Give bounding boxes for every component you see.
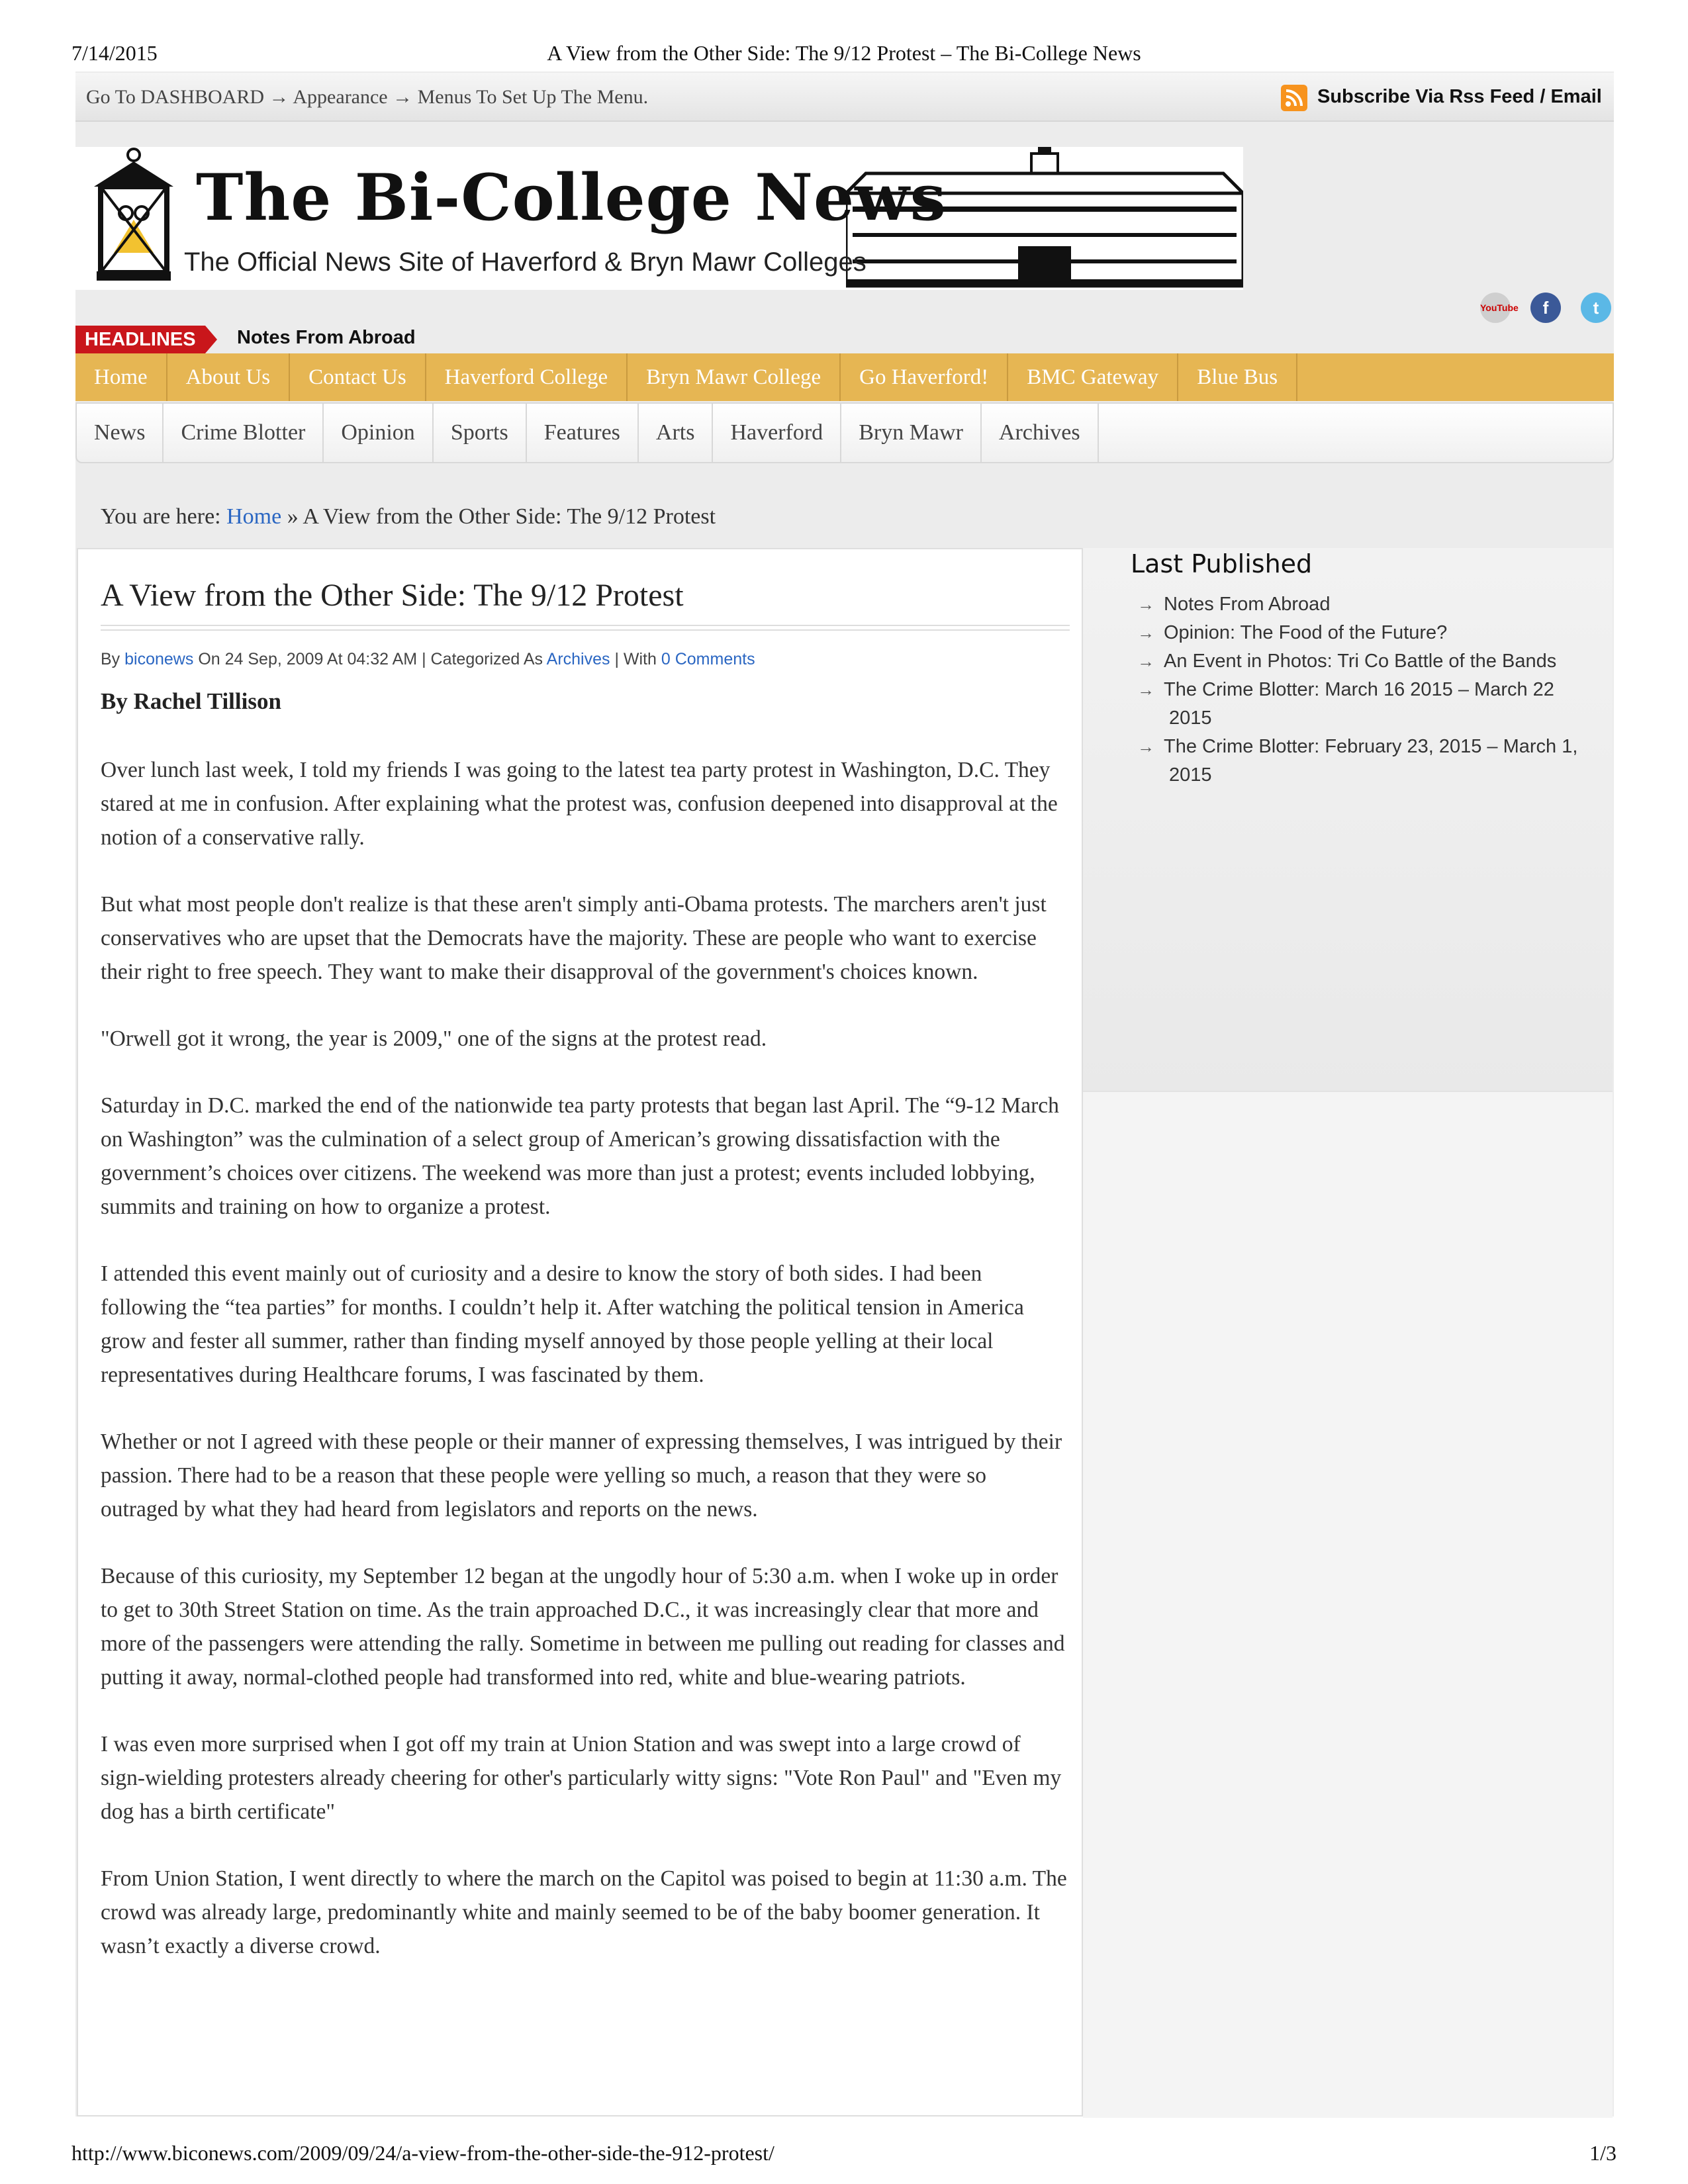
article-paragraph: Whether or not I agreed with these people or their manner of expressing themselves, I was intrigued by their passion. There had to be a reason that these people were yelling so much, a reason that they were so outraged by what they had heard from legislators and reports on the news. xyxy=(101,1430,1062,1522)
title-divider xyxy=(101,625,1070,631)
category-link[interactable]: Archives xyxy=(546,650,610,668)
list-item[interactable] xyxy=(1137,590,1587,619)
article-paragraph: "Orwell got it wrong, the year is 2009," one of the signs at the protest read. xyxy=(101,1026,767,1051)
breadcrumb-home-link[interactable]: Home xyxy=(226,504,282,529)
arrow-icon: → xyxy=(1137,737,1154,756)
twitter-icon-label: t xyxy=(1593,298,1599,318)
arrow-icon: → xyxy=(1137,623,1154,643)
print-page-number: 1/3 xyxy=(1589,2141,1617,2165)
list-item[interactable] xyxy=(1137,733,1587,790)
sidebar-link[interactable]: The Crime Blotter: March 16 2015 – March 22 2015 xyxy=(1164,679,1554,729)
print-url: http://www.biconews.com/2009/09/24/a-view-from-the-other-side-the-912-protest/ xyxy=(71,2141,774,2165)
article-title: A View from the Other Side: The 9/12 Protest xyxy=(101,578,684,613)
article-paragraph: Saturday in D.C. marked the end of the nationwide tea party protests that began last April. The “9-12 March on Washington” was the culmination of a select group of American’s growing dissatisfaction with the government’s choices over citizens. The weekend was more than just a protest; events included lobbying, summits and training on how to organize a protest. xyxy=(101,1093,1059,1219)
cat-arts[interactable]: Arts xyxy=(639,404,714,462)
article-paragraph: I attended this event mainly out of curiosity and a desire to know the story of both sides. I had been following the “tea parties” for months. I couldn’t help it. After watching the political tension in America grow and fester all summer, rather than finding myself annoyed by those people yelling at their local representatives during Healthcare forums, I was fascinated by them. xyxy=(101,1261,1024,1387)
arrow-icon: → xyxy=(1137,594,1154,614)
youtube-icon[interactable] xyxy=(1480,293,1519,323)
article-paragraph: Because of this curiosity, my September 12 began at the ungodly hour of 5:30 a.m. when I woke up in order to get to 30th Street Station on time. As the train approached D.C., it was increasingly clear that more and more of the passengers were attending the rally. Sometime in between me pulling out reading for classes and putting it away, normal-clothed people had transformed into red, white and blue-wearing patriots. xyxy=(101,1564,1065,1690)
menu-setup-hint[interactable]: Go To DASHBOARD → Appearance → Menus To Set Up The Menu. xyxy=(86,86,649,108)
arrow-icon: → xyxy=(1137,680,1154,700)
headlines-badge: HEADLINES xyxy=(75,326,205,353)
list-item[interactable] xyxy=(1137,676,1587,733)
last-published-list xyxy=(1137,590,1587,790)
meta-by: By xyxy=(101,650,120,668)
cat-opinion[interactable]: Opinion xyxy=(324,404,433,462)
site-logo-subtitle: The Official News Site of Haverford & Bryn Mawr Colleges xyxy=(184,248,867,277)
nav-haverford-college[interactable]: Haverford College xyxy=(426,353,628,401)
nav-blue-bus[interactable]: Blue Bus xyxy=(1178,353,1297,401)
article-paragraph: From Union Station, I went directly to where the march on the Capitol was poised to begin at 11:30 a.m. The crowd was already large, predominantly white and mainly seemed to be of the baby boomer generation. It wasn’t exactly a diverse crowd. xyxy=(101,1866,1067,1958)
cat-sports[interactable]: Sports xyxy=(434,404,527,462)
article-paragraph: Over lunch last week, I told my friends I was going to the latest tea party protest in Washington, D.C. They stared at me in confusion. After explaining what the protest was, confusion deepened into disapproval at the notion of a conservative rally. xyxy=(101,758,1058,850)
arrow-icon: → xyxy=(1137,651,1154,671)
cat-news[interactable]: News xyxy=(77,404,164,462)
sidebar-title: Last Published xyxy=(1131,549,1313,578)
nav-go-haverford[interactable]: Go Haverford! xyxy=(841,353,1008,401)
comments-link[interactable]: 0 Comments xyxy=(661,650,755,668)
sidebar-link[interactable]: Opinion: The Food of the Future? xyxy=(1164,622,1448,643)
meta-with: | With xyxy=(614,650,657,668)
breadcrumb-prefix: You are here: xyxy=(101,504,221,529)
subscribe-link[interactable]: Subscribe Via Rss Feed / Email xyxy=(1317,86,1602,107)
twitter-icon[interactable] xyxy=(1581,293,1611,323)
rss-icon[interactable] xyxy=(1281,85,1307,111)
category-nav xyxy=(75,402,1614,463)
headline-ticker-link[interactable]: Notes From Abroad xyxy=(237,327,416,348)
cat-archives[interactable]: Archives xyxy=(982,404,1099,462)
print-page-title: A View from the Other Side: The 9/12 Protest – The Bi-College News xyxy=(547,41,1141,65)
breadcrumb-separator: » xyxy=(287,504,299,529)
sidebar-link[interactable]: The Crime Blotter: February 23, 2015 – March 1, 2015 xyxy=(1164,736,1578,786)
list-item[interactable] xyxy=(1137,619,1587,647)
article-paragraph: I was even more surprised when I got off my train at Union Station and was swept into a large crowd of sign-wielding protesters already cheering for other's particularly witty signs: "Vote Ron Paul" and "Even my dog has a birth certificate" xyxy=(101,1732,1062,1824)
print-date: 7/14/2015 xyxy=(71,41,158,65)
sidebar-link[interactable]: An Event in Photos: Tri Co Battle of the Bands xyxy=(1164,651,1557,672)
article-paragraph: But what most people don't realize is that these aren't simply anti-Obama protests. The marchers aren't just conservatives who are upset that the Democrats have the majority. These are people who want to exercise their right to free speech. They want to make their disapproval of the government's choices known. xyxy=(101,892,1047,984)
cat-crime-blotter[interactable]: Crime Blotter xyxy=(164,404,324,462)
breadcrumb-current: A View from the Other Side: The 9/12 Protest xyxy=(303,504,716,529)
breadcrumb xyxy=(101,504,716,529)
youtube-icon-label: YouTube xyxy=(1480,302,1519,313)
author-link[interactable]: biconews xyxy=(124,650,194,668)
nav-bmc-gateway[interactable]: BMC Gateway xyxy=(1008,353,1178,401)
sidebar-link[interactable]: Notes From Abroad xyxy=(1164,594,1331,615)
cat-haverford[interactable]: Haverford xyxy=(713,404,841,462)
sidebar-lower-panel xyxy=(1083,1091,1613,2118)
headlines-badge-arrow xyxy=(205,326,217,353)
article-byline: By Rachel Tillison xyxy=(101,688,281,714)
cat-features[interactable]: Features xyxy=(527,404,639,462)
nav-contact-us[interactable]: Contact Us xyxy=(290,353,426,401)
nav-bryn-mawr-college[interactable]: Bryn Mawr College xyxy=(628,353,841,401)
nav-home[interactable]: Home xyxy=(75,353,167,401)
site-logo-title: The Bi-College News xyxy=(196,160,947,235)
article-meta xyxy=(101,650,755,669)
facebook-icon[interactable] xyxy=(1530,293,1561,323)
article-body xyxy=(101,753,1067,1996)
lantern-icon xyxy=(81,147,187,290)
meta-date: On 24 Sep, 2009 At 04:32 AM | Categorized As xyxy=(198,650,543,668)
list-item[interactable] xyxy=(1137,647,1587,676)
facebook-icon-label: f xyxy=(1542,298,1549,318)
nav-about-us[interactable]: About Us xyxy=(167,353,290,401)
cat-bryn-mawr[interactable]: Bryn Mawr xyxy=(841,404,982,462)
primary-nav xyxy=(75,353,1614,401)
